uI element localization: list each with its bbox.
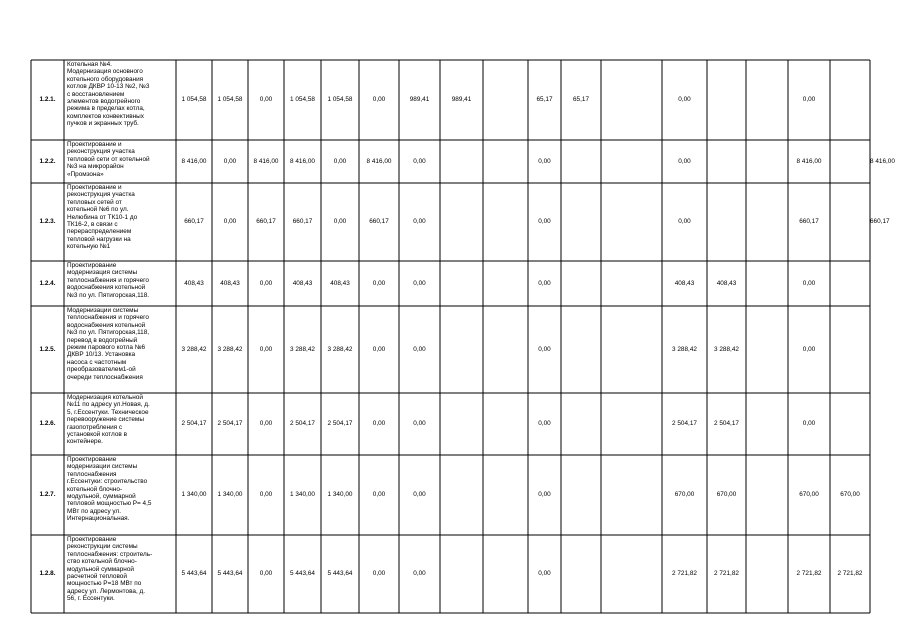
value-cell [601, 60, 662, 140]
value-cell: 0,00 [802, 420, 816, 428]
value-cell [746, 393, 788, 455]
value-cell [707, 60, 746, 140]
value-cell: 660,17 [184, 218, 204, 226]
value-cell: 0,00 [259, 96, 273, 104]
value-cell: 5 443,64 [217, 570, 243, 578]
value-cell [440, 306, 483, 393]
value-cell: 660,17 [799, 218, 819, 226]
value-cell [830, 140, 870, 183]
value-cell [746, 183, 788, 261]
row-description: Модернизация котельной №11 по адресу ул.Новая, д. 5, г.Ессентуки. Техническое перевооружение системы газопотребления с установкой котлов в контейнере. [67, 394, 150, 446]
value-cell [601, 393, 662, 455]
row-description: Котельная №4. Модернизация основного котельного оборудования котлов ДКВР 10-13 №2, №3 с восстановлением элементов водогрейного режима в пределах котла, комплектов конвективных пучков и экранных труб. [67, 61, 150, 128]
value-cell: 0,00 [259, 420, 273, 428]
value-cell: 660,17 [369, 218, 389, 226]
value-cell: 1 054,58 [290, 96, 315, 104]
value-cell: 0,00 [678, 157, 691, 165]
row-code: 1.2.8. [39, 570, 56, 578]
value-cell: 5 443,64 [181, 570, 207, 578]
value-cell [561, 455, 601, 535]
value-cell: 2 721,82 [796, 570, 822, 578]
value-cell: 408,43 [292, 279, 313, 287]
value-cell: 0,00 [259, 345, 273, 353]
value-cell: 0,00 [802, 96, 816, 104]
value-cell: 0,00 [538, 420, 551, 428]
value-cell: 8 416,00 [366, 157, 392, 165]
value-cell: 2 721,82 [672, 570, 697, 578]
value-cell [561, 261, 601, 306]
value-cell: 8 416,00 [181, 157, 207, 165]
value-cell: 2 504,17 [714, 420, 739, 428]
value-cell: 2 504,17 [217, 420, 243, 428]
value-cell: 3 288,42 [714, 345, 739, 353]
value-cell: 408,43 [674, 279, 695, 287]
row-code: 1.2.3. [39, 218, 56, 226]
value-cell: 670,00 [674, 491, 695, 499]
value-cell [561, 535, 601, 613]
value-cell: 0,00 [538, 279, 551, 287]
value-cell: 2 721,82 [837, 570, 863, 578]
value-cell: 2 504,17 [327, 420, 353, 428]
row-code: 1.2.1. [39, 96, 56, 104]
value-cell [601, 306, 662, 393]
value-cell [483, 60, 528, 140]
value-cell: 0,00 [802, 345, 816, 353]
value-cell: 0,00 [678, 218, 691, 226]
value-cell: 3 288,42 [217, 345, 243, 353]
value-cell: 1 054,58 [217, 96, 243, 104]
value-cell [561, 183, 601, 261]
value-cell: 2 504,17 [672, 420, 697, 428]
value-cell [483, 140, 528, 183]
value-cell [601, 261, 662, 306]
value-cell [601, 455, 662, 535]
row-description: Проектирование модернизации системы теплоснабжения г.Ессентуки: строительство котельной блочно- модульной, суммарной тепловой мощностью Р= 4,5 МВт по адресу ул. Интернациональная. [67, 456, 152, 523]
value-cell: 65,17 [536, 96, 553, 104]
value-cell: 1 340,00 [217, 491, 243, 499]
value-cell: 0,00 [372, 279, 386, 287]
value-cell: 8 416,00 [253, 157, 279, 165]
row-code: 1.2.7. [39, 491, 56, 499]
value-cell: 0,00 [259, 570, 273, 578]
value-cell: 0,00 [413, 218, 426, 226]
value-cell: 670,00 [716, 491, 737, 499]
value-cell [601, 140, 662, 183]
value-cell: 8 416,00 [870, 157, 895, 165]
value-cell [561, 393, 601, 455]
value-cell: 0,00 [413, 157, 426, 165]
value-cell: 0,00 [678, 96, 691, 104]
value-cell: 0,00 [538, 570, 551, 578]
value-cell [483, 393, 528, 455]
value-cell: 0,00 [413, 491, 426, 499]
value-cell: 65,17 [573, 96, 589, 104]
value-cell: 660,17 [292, 218, 313, 226]
value-cell [440, 455, 483, 535]
value-cell [746, 261, 788, 306]
value-cell: 2 721,82 [714, 570, 739, 578]
value-cell [830, 183, 870, 261]
value-cell: 0,00 [538, 157, 551, 165]
value-cell [830, 60, 870, 140]
value-cell: 0,00 [538, 218, 551, 226]
value-cell [440, 535, 483, 613]
row-description: Проектирование и реконструкция участка тепловых сетей от котельной №6 по ул. Нелюбина от ТК10-1 до ТК16-2, в связи с перераспределением тепловой нагрузки на котельную №1 [67, 184, 138, 251]
value-cell [746, 455, 788, 535]
value-cell: 1 340,00 [327, 491, 353, 499]
value-cell: 1 340,00 [181, 491, 207, 499]
value-cell: 0,00 [333, 218, 347, 226]
value-cell: 670,00 [840, 491, 860, 499]
value-cell [561, 140, 601, 183]
value-cell: 3 288,42 [672, 345, 697, 353]
value-cell: 0,00 [538, 491, 551, 499]
value-cell [483, 261, 528, 306]
value-cell: 660,17 [870, 218, 890, 226]
value-cell: 2 504,17 [290, 420, 315, 428]
row-description: Модернизации системы теплоснабжения и горячего водоснабжения котельной №3 по ул. Пятигорская,118, перевод в водогрейный режим парового котла №6 ДКВР 10/13. Установка насоса с частотным преобразователем1-ой очереди теплоснабжения [67, 307, 150, 381]
value-cell: 3 288,42 [327, 345, 353, 353]
value-cell: 408,43 [330, 279, 350, 287]
value-cell: 1 340,00 [290, 491, 315, 499]
value-cell: 0,00 [259, 279, 273, 287]
row-code: 1.2.5. [39, 345, 56, 353]
value-cell: 0,00 [538, 345, 551, 353]
value-cell: 0,00 [372, 345, 386, 353]
value-cell [440, 261, 483, 306]
value-cell: 0,00 [372, 420, 386, 428]
value-cell [746, 60, 788, 140]
value-cell: 0,00 [223, 157, 237, 165]
value-cell: 0,00 [413, 279, 426, 287]
value-cell [830, 393, 870, 455]
value-cell: 0,00 [413, 570, 426, 578]
value-cell: 0,00 [372, 491, 386, 499]
value-cell: 2 504,17 [181, 420, 207, 428]
value-cell: 0,00 [372, 96, 386, 104]
value-cell: 989,41 [409, 96, 430, 104]
value-cell: 5 443,64 [290, 570, 315, 578]
value-cell [707, 140, 746, 183]
value-cell [440, 183, 483, 261]
value-cell [707, 183, 746, 261]
value-cell [830, 261, 870, 306]
value-cell: 3 288,42 [181, 345, 207, 353]
value-cell: 0,00 [259, 491, 273, 499]
value-cell [746, 535, 788, 613]
value-cell [483, 306, 528, 393]
value-cell [483, 183, 528, 261]
budget-table [31, 60, 895, 613]
value-cell: 5 443,64 [327, 570, 353, 578]
value-cell: 0,00 [333, 157, 347, 165]
row-description: Проектирование модернизация системы теплоснабжения и горячего водоснабжения котельной №3 по ул. Пятигорская,118. [67, 262, 150, 299]
value-cell [483, 455, 528, 535]
value-cell [561, 306, 601, 393]
value-cell: 989,41 [451, 96, 472, 104]
value-cell: 1 054,58 [327, 96, 353, 104]
row-description: Проектирование реконструкции системы теплоснабжения: строитель- ство котельной блочно- модульной суммарной расчетной тепловой мощностью Р=18 МВт по адресу ул. Лермонтова, д. 56, г. Ессентуки. [67, 536, 153, 603]
value-cell: 3 288,42 [290, 345, 315, 353]
value-cell [440, 140, 483, 183]
value-cell [483, 535, 528, 613]
value-cell: 1 054,58 [181, 96, 207, 104]
row-code: 1.2.4. [39, 279, 56, 287]
value-cell [746, 306, 788, 393]
value-cell [746, 140, 788, 183]
value-cell [830, 306, 870, 393]
value-cell: 0,00 [413, 420, 426, 428]
value-cell: 8 416,00 [290, 157, 315, 165]
value-cell: 408,43 [716, 279, 737, 287]
value-cell: 660,17 [256, 218, 276, 226]
row-code: 1.2.6. [39, 420, 56, 428]
value-cell: 0,00 [413, 345, 426, 353]
value-cell: 0,00 [802, 279, 816, 287]
value-cell [601, 183, 662, 261]
value-cell: 0,00 [223, 218, 237, 226]
value-cell [601, 535, 662, 613]
value-cell: 408,43 [184, 279, 204, 287]
value-cell: 8 416,00 [796, 157, 822, 165]
value-cell [440, 393, 483, 455]
row-description: Проектирование и реконструкция участка тепловой сети от котельной №3 на микрорайон «Промзона» [67, 141, 150, 178]
value-cell: 408,43 [220, 279, 240, 287]
value-cell: 670,00 [799, 491, 819, 499]
row-code: 1.2.2. [39, 157, 56, 165]
value-cell: 0,00 [372, 570, 386, 578]
